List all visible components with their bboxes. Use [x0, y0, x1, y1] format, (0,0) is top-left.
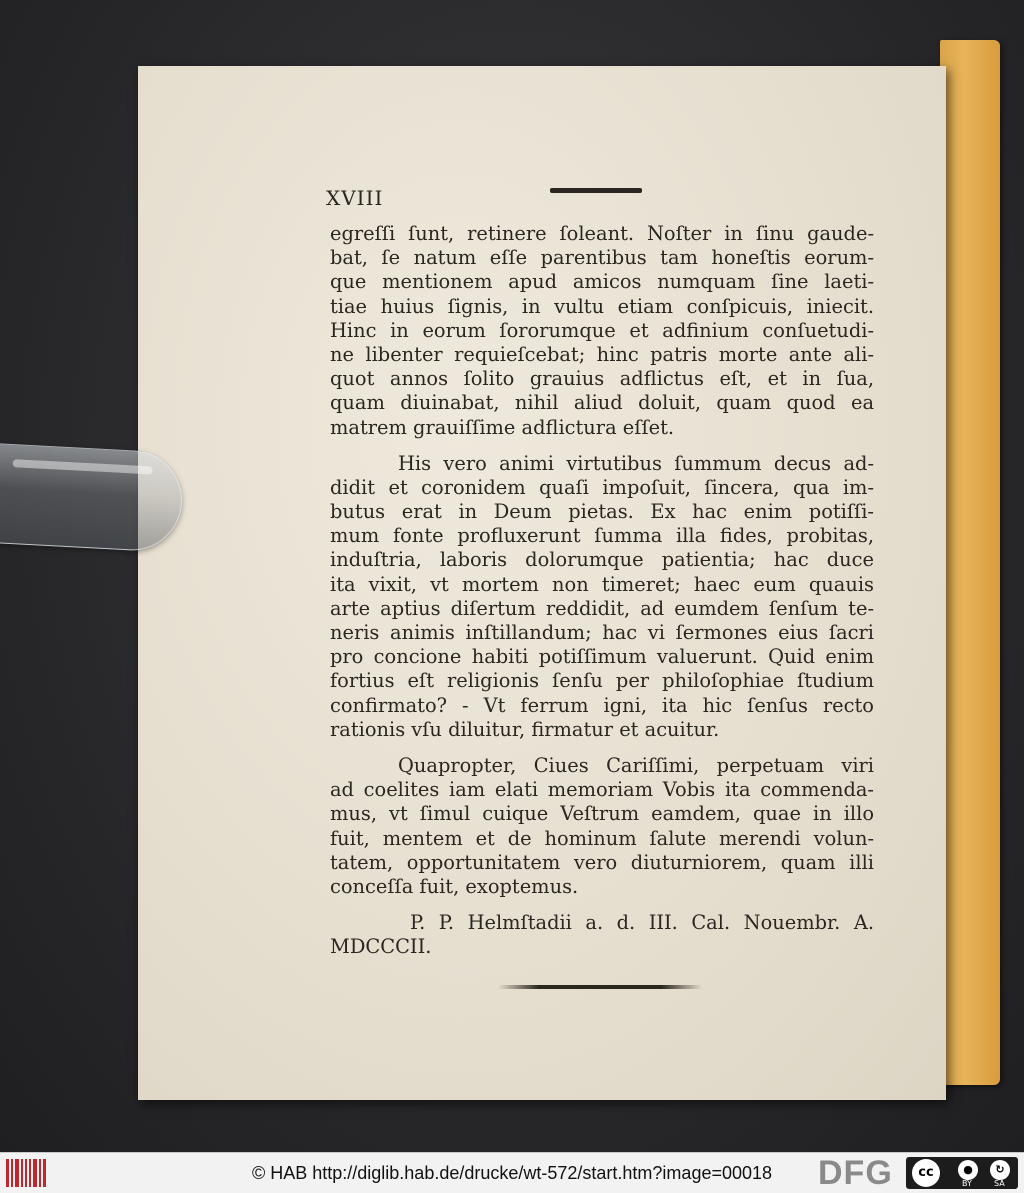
page-number: XVIII	[326, 186, 384, 210]
text-line: induſtria, laboris dolorumque patientia; hac duce	[330, 548, 874, 572]
viewer-footer-bar	[0, 1152, 1024, 1193]
text-line: bat, ſe natum eſſe parentibus tam honeſtis eorum-	[330, 246, 874, 270]
text-line: tiae huius ſignis, in vultu etiam conſpicuis, iniecit.	[330, 294, 874, 318]
dfg-logo[interactable]: DFG	[818, 1154, 893, 1192]
body-text	[330, 222, 874, 959]
copyright-credit-link[interactable]: © HAB http://diglib.hab.de/drucke/wt-572/start.htm?image=00018	[251, 1163, 773, 1183]
text-line: mus, vt ſimul cuique Veſtrum eamdem, quae in illo	[330, 802, 874, 826]
text-line: Hinc in eorum ſororumque et adfinium conſuetudi-	[330, 318, 874, 342]
signoff	[330, 911, 874, 959]
text-line: neris animis inſtillandum; hac vi ſermones eius ſacri	[330, 621, 874, 644]
glass-weight-holder	[0, 443, 184, 553]
by-label: BY	[962, 1179, 972, 1188]
signoff-year: MDCCCII.	[330, 935, 432, 959]
text-line: que mentionem apud amicos numquam ſine laeti-	[330, 270, 874, 294]
text-line: fuit, mentem et de hominum ſalute merendi volun-	[330, 826, 874, 850]
paragraph-1	[330, 222, 874, 440]
text-line: fortius eſt religionis ſenſu per philoſophiae ſtudium	[330, 669, 874, 693]
signoff-place-date: P. P. Helmſtadii a. d. III. Cal. Nouembr. A.	[410, 911, 874, 935]
cc-icon: cc	[912, 1159, 940, 1187]
text-line: conceſſa fuit, exoptemus.	[330, 874, 579, 898]
text-line: pro concione habiti potiſſimum valuerunt. Quid enim	[330, 645, 874, 669]
text-line: egreſſi ſunt, retinere ſoleant. Noſter in ſinu gaude-	[330, 222, 874, 245]
paragraph-3	[330, 754, 874, 899]
text-line: arte aptius diſertum reddidit, ad eumdem ſenſum te-	[330, 596, 874, 620]
text-line: ad coelites iam elati memoriam Vobis ita commenda-	[330, 778, 874, 802]
text-line: confirmato? - Vt ferrum igni, ita hic ſenſus recto	[330, 693, 874, 717]
book-page-edge	[940, 40, 1000, 1085]
attribution-icon: ●	[958, 1160, 978, 1180]
cc-license-badge[interactable]	[906, 1157, 1018, 1189]
text-line: ita vixit, vt mortem non timeret; haec eum quauis	[330, 572, 874, 596]
page-header	[324, 186, 874, 216]
text-line: didit et coronidem quaſi impoſuit, ſincera, qua im-	[330, 475, 874, 499]
paragraph-2	[330, 452, 874, 742]
text-line: matrem grauiſſime adflictura eſſet.	[330, 415, 675, 439]
text-line: quam diuinabat, nihil aliud doluit, quam quod ea	[330, 391, 874, 415]
share-alike-icon: ↻	[990, 1160, 1010, 1180]
text-line: Quapropter, Ciues Cariſſimi, perpetuam viri	[398, 753, 874, 777]
text-line: His vero animi virtutibus ſummum decus ad-	[398, 451, 874, 475]
text-line: quot annos ſolito grauius adflictus eſt, et in ſua,	[330, 367, 874, 391]
text-line: mum fonte profluxerunt ſumma illa fides, probitas,	[330, 524, 874, 548]
text-line: ne libenter requieſcebat; hinc patris morte ante ali-	[330, 342, 874, 366]
sa-label: SA	[994, 1179, 1005, 1188]
header-ornament-rule	[550, 188, 642, 193]
closing-ornament-rule	[498, 985, 702, 989]
text-line: rationis vſu diluitur, firmatur et acuitur.	[330, 717, 720, 741]
text-line: tatem, opportunitatem vero diuturniorem, quam illi	[330, 850, 874, 874]
text-line: butus erat in Deum pietas. Ex hac enim potiſſi-	[330, 500, 874, 524]
